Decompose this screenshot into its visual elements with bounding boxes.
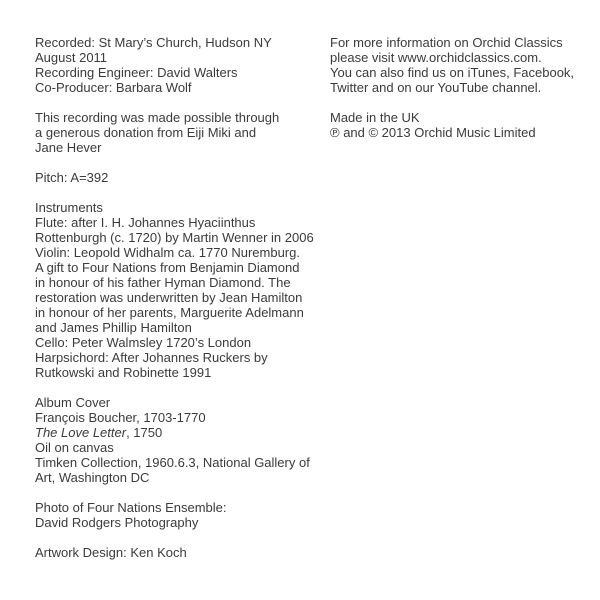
made-in-uk-line: Made in the UK — [330, 110, 420, 125]
recording-date-line: August 2011 — [35, 50, 108, 65]
copyright-line: ℗ and © 2013 Orchid Music Limited — [330, 125, 536, 140]
violin-line: A gift to Four Nations from Benjamin Diamond — [35, 260, 300, 275]
collection-line: Timken Collection, 1960.6.3, National Gallery of — [35, 455, 310, 470]
cello-line: Cello: Peter Walmsley 1720’s London — [35, 335, 252, 350]
album-title-line — [35, 425, 325, 440]
recording-engineer-line: Recording Engineer: David Walters — [35, 65, 238, 80]
pitch-line: Pitch: A=392 — [35, 170, 109, 185]
donation-note — [35, 110, 325, 155]
donation-line: This recording was made possible through — [35, 110, 280, 125]
co-producer-line: Co-Producer: Barbara Wolf — [35, 80, 192, 95]
orchid-info — [330, 35, 580, 95]
artist-line: François Boucher, 1703-1770 — [35, 410, 206, 425]
album-title-italic: The Love Letter — [35, 425, 127, 440]
flute-line: Flute: after I. H. Johannes Hyaciinthus — [35, 215, 256, 230]
violin-line: Violin: Leopold Widhalm ca. 1770 Nuremburg. — [35, 245, 300, 260]
recording-location-line: Recorded: St Mary’s Church, Hudson NY — [35, 35, 272, 50]
recording-details — [35, 35, 325, 95]
collection-line: Art, Washington DC — [35, 470, 150, 485]
violin-line: and James Phillip Hamilton — [35, 320, 192, 335]
violin-line: restoration was underwritten by Jean Hamilton — [35, 290, 303, 305]
publisher-info — [330, 110, 580, 140]
pitch-note — [35, 170, 325, 185]
violin-line: in honour of her parents, Marguerite Adelmann — [35, 305, 304, 320]
left-column — [35, 35, 325, 575]
album-title-year: , 1750 — [126, 425, 163, 440]
artwork-credit-line: Artwork Design: Ken Koch — [35, 545, 187, 560]
harpsichord-line: Rutkowski and Robinette 1991 — [35, 365, 212, 380]
album-cover-heading: Album Cover — [35, 395, 111, 410]
orchid-website-line: please visit www.orchidclassics.com. — [330, 50, 542, 65]
photo-credit-line: David Rodgers Photography — [35, 515, 199, 530]
orchid-social-line: You can also find us on iTunes, Facebook, — [330, 65, 575, 80]
donation-line: Jane Hever — [35, 140, 102, 155]
artwork-credit — [35, 545, 325, 560]
album-cover-section — [35, 395, 325, 485]
instruments-heading: Instruments — [35, 200, 103, 215]
orchid-social-line: Twitter and on our YouTube channel. — [330, 80, 542, 95]
donation-line: a generous donation from Eiji Miki and — [35, 125, 257, 140]
photo-credit-line: Photo of Four Nations Ensemble: — [35, 500, 227, 515]
instruments-section — [35, 200, 325, 380]
violin-line: in honour of his father Hyman Diamond. The — [35, 275, 291, 290]
orchid-info-line: For more information on Orchid Classics — [330, 35, 563, 50]
photo-credit — [35, 500, 325, 530]
right-column — [330, 35, 580, 155]
flute-line: Rottenburgh (c. 1720) by Martin Wenner in 2006 — [35, 230, 314, 245]
harpsichord-line: Harpsichord: After Johannes Ruckers by — [35, 350, 268, 365]
medium-line: Oil on canvas — [35, 440, 114, 455]
